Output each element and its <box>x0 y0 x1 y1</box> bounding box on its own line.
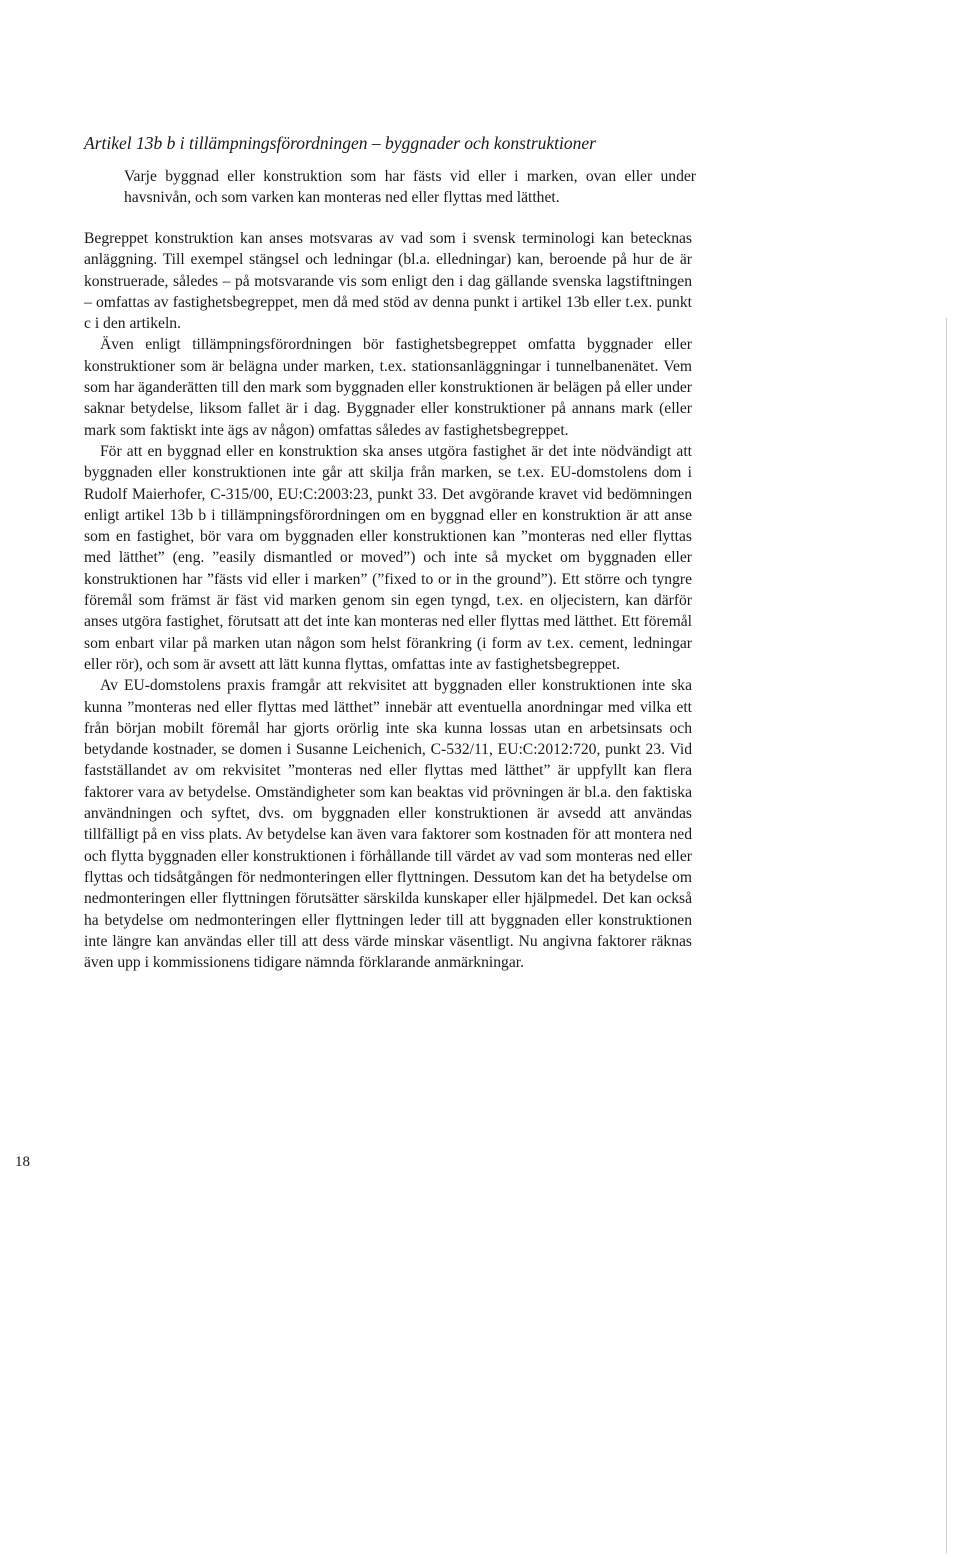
paragraph: Begreppet konstruktion kan anses motsvaras av vad som i svensk terminologi kan betecknas anläggning. Till exempel stängsel och ledningar (bl.a. elledningar) kan, beroende på hur de är konstruerade, således – på motsvarande vis som enligt den i dag gällande svenska lagstiftningen – omfattas av fastighetsbegreppet, men då med stöd av denna punkt i artikel 13b eller t.ex. punkt c i den artikeln. <box>84 230 692 333</box>
body-text <box>84 228 692 973</box>
paragraph: För att en byggnad eller en konstruktion ska anses utgöra fastighet är det inte nödvändigt att byggnaden eller konstruktionen inte går att skilja från marken, se t.ex. EU-domstolens dom i Rudolf Maierhofer, C-315/00, EU:C:2003:23, punkt 33. Det avgörande kravet vid bedömningen enligt artikel 13b b i tillämpningsförordningen om en byggnad eller en konstruktion är att anse som en fastighet, bör vara om byggnaden eller konstruktionen kan ”monteras ned eller flyttas med lätthet” (eng. ”easily dismantled or moved”) och inte så mycket om byggnaden eller konstruktionen har ”fästs vid eller i marken” (”fixed to or in the ground”). Ett större och tyngre föremål som främst är fäst vid marken genom sin egen tyngd, t.ex. en oljecistern, kan därför anses utgöra fastighet, förutsatt att det inte kan monteras ned eller flyttas med lätthet. Ett föremål som enbart vilar på marken utan någon som helst förankring (i form av t.ex. cement, ledningar eller rör), och som är avsett att lätt kunna flyttas, omfattas inte av fastighetsbegreppet. <box>84 442 692 673</box>
quoted-provision: Varje byggnad eller konstruktion som har fästs vid eller i marken, ovan eller under havsnivån, och som varken kan monteras ned eller flyttas med lätthet. <box>124 168 696 206</box>
paragraph: Även enligt tillämpningsförordningen bör fastighetsbegreppet omfatta byggnader eller konstruktioner som är belägna under marken, t.ex. stationsanläggningar i tunnelbanenätet. Vem som har äganderätten till den mark som byggnaden eller konstruktionen är belägen på eller under saknar betydelse, liksom fallet är i dag. Byggnader eller konstruktioner på annans mark (eller mark som faktiskt inte ägs av någon) omfattas således av fastighetsbegreppet. <box>84 336 692 439</box>
page-number: 18 <box>15 1154 30 1170</box>
section-heading: Artikel 13b b i tillämpningsförordningen – byggnader och konstruktioner <box>84 133 596 153</box>
page-edge-line <box>946 318 947 1553</box>
paragraph: Av EU-domstolens praxis framgår att rekvisitet att byggnaden eller konstruktionen inte ska kunna ”monteras ned eller flyttas med lätthet” innebär att eventuella anordningar med vilka ett från början mobilt föremål har gjorts orörlig inte ska kunna lossas utan en arbetsinsats och betydande kostnader, se domen i Susanne Leichenich, C-532/11, EU:C:2012:720, punkt 23. Vid fastställandet av om rekvisitet ”monteras ned eller flyttas med lätthet” är uppfyllt kan flera faktorer vara av betydelse. Omständigheter som kan beaktas vid prövningen är bl.a. den faktiska användningen och syftet, dvs. om byggnaden eller konstruktionen är avsedd att användas tillfälligt på en viss plats. Av betydelse kan även vara faktorer som kostnaden för att montera ned och flytta byggnaden eller konstruktionen i förhållande till värdet av vad som monteras ned eller flyttas och tidsåtgången för nedmonteringen eller flyttningen. Dessutom kan det ha betydelse om nedmonteringen eller flyttningen förutsätter särskilda kunskaper eller hjälpmedel. Det kan också ha betydelse om nedmonteringen eller flyttningen leder till att byggnaden eller konstruktionen inte längre kan användas eller till att dess värde minskar väsentligt. Nu angivna faktorer räknas även upp i kommissionens tidigare nämnda förklarande anmärkningar. <box>84 677 692 972</box>
